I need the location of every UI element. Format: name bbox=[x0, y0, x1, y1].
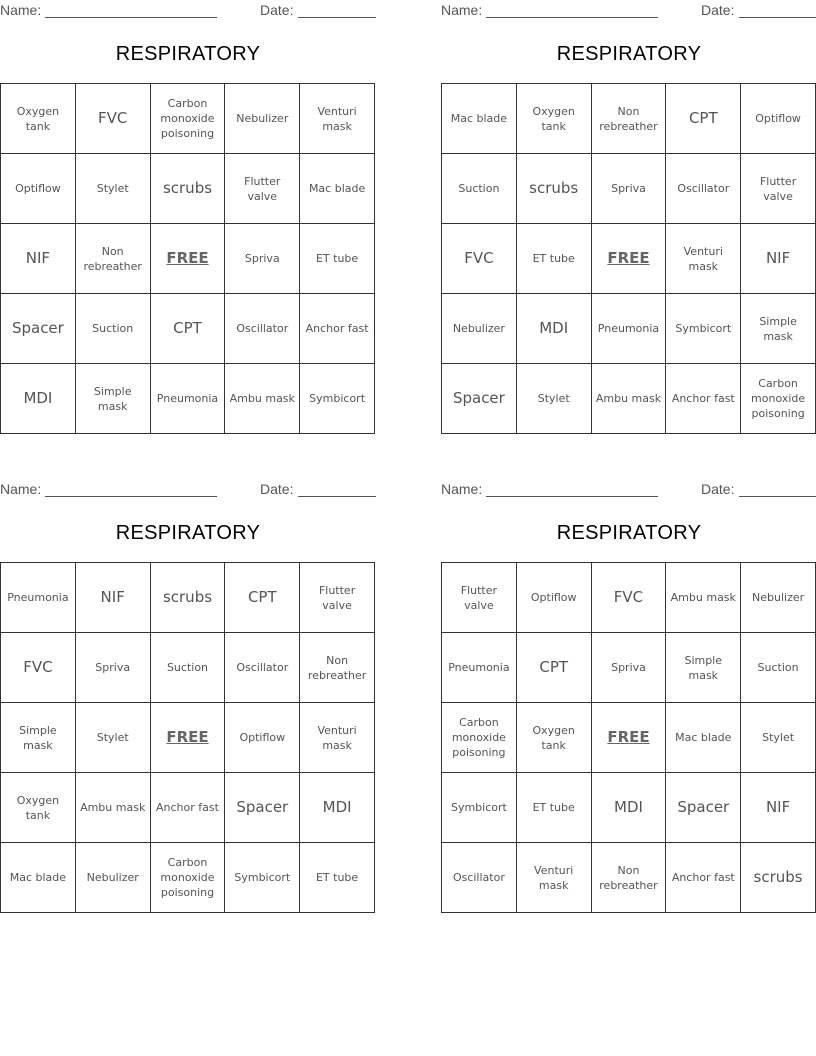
bingo-grid bbox=[441, 83, 816, 434]
name-label: Name: bbox=[441, 2, 483, 18]
bingo-cell: Suction bbox=[741, 633, 816, 703]
bingo-cell: Oscillator bbox=[225, 633, 300, 703]
bingo-cell: Anchor fast bbox=[300, 294, 375, 364]
card-header bbox=[0, 2, 376, 20]
name-line bbox=[486, 17, 658, 18]
card-header bbox=[441, 2, 816, 20]
bingo-cell: FVC bbox=[1, 633, 76, 703]
name-label: Name: bbox=[0, 2, 42, 18]
bingo-cell: MDI bbox=[517, 294, 592, 364]
bingo-cell: Flutter valve bbox=[225, 154, 300, 224]
card-header bbox=[0, 481, 376, 499]
date-line bbox=[739, 496, 816, 497]
bingo-cell: MDI bbox=[592, 773, 667, 843]
date-label: Date: bbox=[260, 481, 294, 497]
bingo-cell: Nebulizer bbox=[76, 843, 151, 913]
bingo-grid bbox=[441, 562, 816, 913]
bingo-grid bbox=[0, 562, 375, 913]
date-line bbox=[298, 496, 376, 497]
bingo-cell: Spriva bbox=[592, 154, 667, 224]
bingo-cell: Oxygen tank bbox=[1, 773, 76, 843]
name-line bbox=[45, 496, 217, 497]
bingo-cell: ET tube bbox=[517, 224, 592, 294]
name-line bbox=[486, 496, 658, 497]
bingo-cell: Simple mask bbox=[76, 364, 151, 434]
name-label: Name: bbox=[0, 481, 42, 497]
name-label: Name: bbox=[441, 481, 483, 497]
card-title: RESPIRATORY bbox=[556, 522, 702, 544]
bingo-cell: Suction bbox=[151, 633, 226, 703]
bingo-cell: Nebulizer bbox=[741, 563, 816, 633]
bingo-cell: Pneumonia bbox=[1, 563, 76, 633]
bingo-cell: Stylet bbox=[741, 703, 816, 773]
bingo-cell: CPT bbox=[517, 633, 592, 703]
bingo-cell: NIF bbox=[76, 563, 151, 633]
bingo-cell: Oscillator bbox=[442, 843, 517, 913]
bingo-cell: Non rebreather bbox=[300, 633, 375, 703]
bingo-cell: ET tube bbox=[300, 224, 375, 294]
bingo-cell: MDI bbox=[300, 773, 375, 843]
bingo-cell: Symbicort bbox=[225, 843, 300, 913]
bingo-cell: Ambu mask bbox=[225, 364, 300, 434]
bingo-cell: Oscillator bbox=[225, 294, 300, 364]
bingo-cell: Oxygen tank bbox=[1, 84, 76, 154]
bingo-cell: scrubs bbox=[151, 563, 226, 633]
bingo-cell: Flutter valve bbox=[300, 563, 375, 633]
bingo-cell: Optiflow bbox=[741, 84, 816, 154]
bingo-cell: Non rebreather bbox=[76, 224, 151, 294]
bingo-cell: CPT bbox=[225, 563, 300, 633]
bingo-cell: NIF bbox=[741, 224, 816, 294]
free-space-cell: FREE bbox=[151, 224, 226, 294]
bingo-cell: Optiflow bbox=[1, 154, 76, 224]
bingo-cell: Spriva bbox=[592, 633, 667, 703]
date-label: Date: bbox=[701, 481, 735, 497]
free-space-cell: FREE bbox=[592, 703, 667, 773]
bingo-cell: NIF bbox=[741, 773, 816, 843]
bingo-cell: Simple mask bbox=[1, 703, 76, 773]
bingo-cell: Symbicort bbox=[666, 294, 741, 364]
bingo-cell: Oxygen tank bbox=[517, 84, 592, 154]
bingo-cell: Venturi mask bbox=[666, 224, 741, 294]
bingo-cell: Carbon monoxide poisoning bbox=[741, 364, 816, 434]
date-line bbox=[298, 17, 376, 18]
date-label: Date: bbox=[701, 2, 735, 18]
date-label: Date: bbox=[260, 2, 294, 18]
bingo-card-4 bbox=[441, 479, 816, 919]
bingo-cell: Spriva bbox=[225, 224, 300, 294]
free-space-cell: FREE bbox=[592, 224, 667, 294]
bingo-cell: Symbicort bbox=[300, 364, 375, 434]
bingo-cell: Mac blade bbox=[666, 703, 741, 773]
bingo-cell: Non rebreather bbox=[592, 843, 667, 913]
bingo-cell: Mac blade bbox=[1, 843, 76, 913]
bingo-cell: Optiflow bbox=[225, 703, 300, 773]
bingo-card-3 bbox=[0, 479, 376, 919]
bingo-cell: Non rebreather bbox=[592, 84, 667, 154]
bingo-cell: Spacer bbox=[666, 773, 741, 843]
bingo-cell: Mac blade bbox=[442, 84, 517, 154]
bingo-cell: Pneumonia bbox=[151, 364, 226, 434]
bingo-cell: Anchor fast bbox=[151, 773, 226, 843]
bingo-cell: Pneumonia bbox=[442, 633, 517, 703]
bingo-cell: Carbon monoxide poisoning bbox=[151, 843, 226, 913]
bingo-cell: Optiflow bbox=[517, 563, 592, 633]
bingo-cell: Mac blade bbox=[300, 154, 375, 224]
free-space-cell: FREE bbox=[151, 703, 226, 773]
bingo-cell: Spacer bbox=[225, 773, 300, 843]
bingo-cell: Symbicort bbox=[442, 773, 517, 843]
bingo-cell: NIF bbox=[1, 224, 76, 294]
bingo-cell: FVC bbox=[76, 84, 151, 154]
bingo-cell: Stylet bbox=[517, 364, 592, 434]
bingo-cell: Simple mask bbox=[666, 633, 741, 703]
bingo-cell: Anchor fast bbox=[666, 843, 741, 913]
bingo-cell: Pneumonia bbox=[592, 294, 667, 364]
bingo-cell: Flutter valve bbox=[741, 154, 816, 224]
bingo-cell: Spacer bbox=[442, 364, 517, 434]
bingo-cell: Suction bbox=[442, 154, 517, 224]
card-title: RESPIRATORY bbox=[556, 43, 702, 65]
bingo-cell: Nebulizer bbox=[225, 84, 300, 154]
bingo-cell: scrubs bbox=[517, 154, 592, 224]
bingo-cell: Venturi mask bbox=[300, 703, 375, 773]
bingo-cell: Carbon monoxide poisoning bbox=[442, 703, 517, 773]
bingo-cell: Anchor fast bbox=[666, 364, 741, 434]
bingo-cell: Ambu mask bbox=[76, 773, 151, 843]
bingo-cell: Oxygen tank bbox=[517, 703, 592, 773]
bingo-cell: scrubs bbox=[741, 843, 816, 913]
bingo-cell: MDI bbox=[1, 364, 76, 434]
card-title: RESPIRATORY bbox=[115, 43, 261, 65]
bingo-card-1 bbox=[0, 0, 376, 440]
bingo-cell: ET tube bbox=[300, 843, 375, 913]
bingo-cell: CPT bbox=[151, 294, 226, 364]
bingo-cell: CPT bbox=[666, 84, 741, 154]
bingo-cell: ET tube bbox=[517, 773, 592, 843]
bingo-cell: Venturi mask bbox=[517, 843, 592, 913]
bingo-cell: Spriva bbox=[76, 633, 151, 703]
bingo-cell: Venturi mask bbox=[300, 84, 375, 154]
bingo-grid bbox=[0, 83, 375, 434]
bingo-cell: Stylet bbox=[76, 154, 151, 224]
bingo-cell: FVC bbox=[592, 563, 667, 633]
bingo-cell: Suction bbox=[76, 294, 151, 364]
bingo-cell: Ambu mask bbox=[592, 364, 667, 434]
bingo-cell: Nebulizer bbox=[442, 294, 517, 364]
bingo-cell: Simple mask bbox=[741, 294, 816, 364]
card-title: RESPIRATORY bbox=[115, 522, 261, 544]
bingo-cell: Oscillator bbox=[666, 154, 741, 224]
name-line bbox=[45, 17, 217, 18]
bingo-cell: Carbon monoxide poisoning bbox=[151, 84, 226, 154]
date-line bbox=[739, 17, 816, 18]
bingo-cell: Flutter valve bbox=[442, 563, 517, 633]
bingo-card-2 bbox=[441, 0, 816, 440]
bingo-cell: Stylet bbox=[76, 703, 151, 773]
card-header bbox=[441, 481, 816, 499]
bingo-cell: Spacer bbox=[1, 294, 76, 364]
bingo-cell: Ambu mask bbox=[666, 563, 741, 633]
bingo-cell: scrubs bbox=[151, 154, 226, 224]
bingo-cell: FVC bbox=[442, 224, 517, 294]
